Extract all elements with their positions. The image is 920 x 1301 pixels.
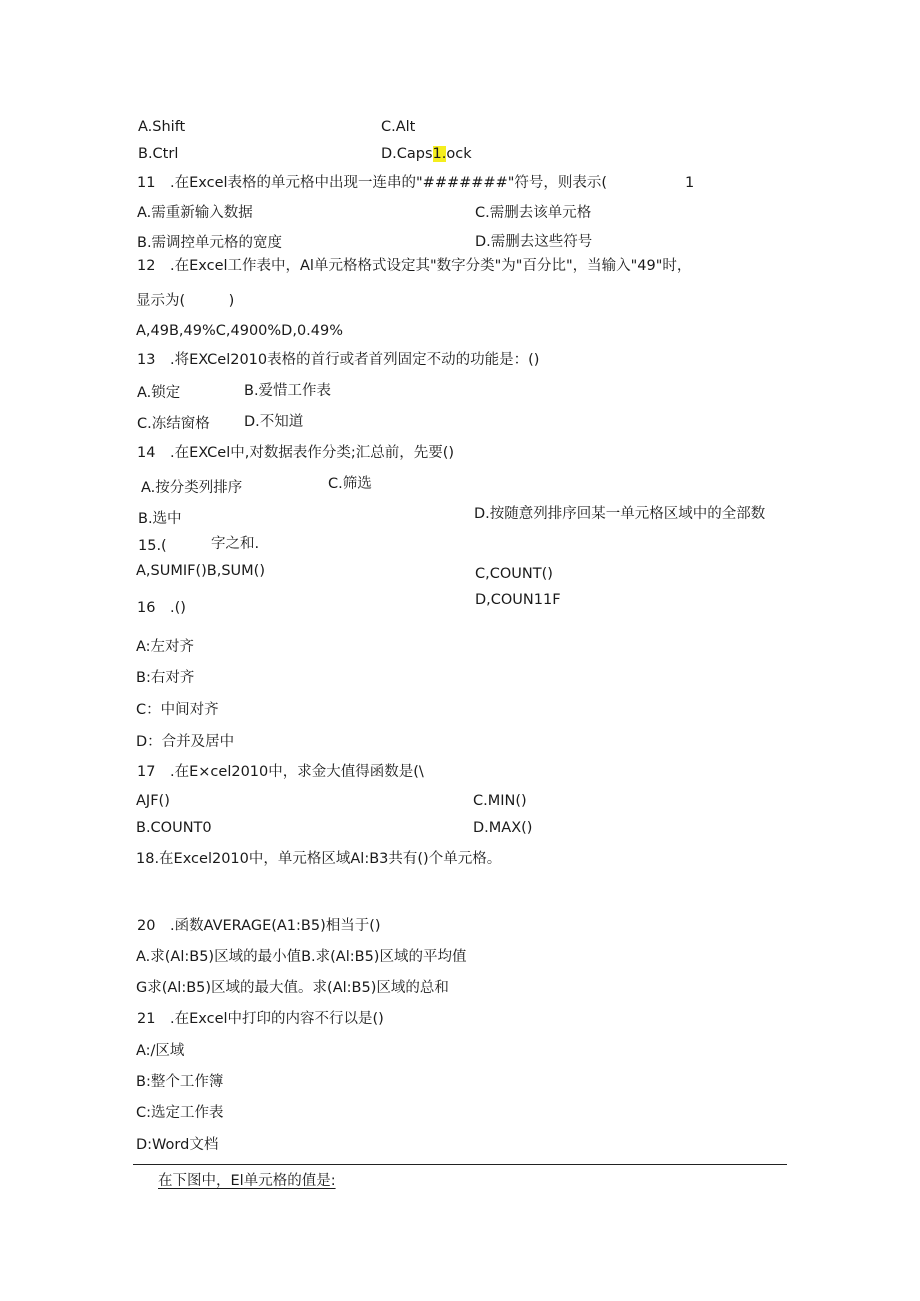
q20-number: 20 bbox=[137, 918, 156, 934]
q17-option-a: AJF() bbox=[136, 793, 170, 809]
q17-option-c: C.MIN() bbox=[473, 793, 527, 809]
q11-close: 1 bbox=[685, 175, 695, 191]
q13-option-b: B.爱惜工作表 bbox=[244, 383, 332, 399]
q14-option-c: C.筛选 bbox=[328, 476, 372, 492]
q17-text: .在E×cel2010中，求金大值得函数是(\ bbox=[170, 764, 424, 780]
q14-option-a: A.按分类列排序 bbox=[141, 480, 243, 496]
q11-text: .在Excel表格的单元格中出现一连串的"#######"符号，则表示( bbox=[170, 175, 608, 191]
q15-option-d: D,COUN11F bbox=[475, 592, 561, 608]
q13-option-d: D.不知道 bbox=[244, 414, 304, 430]
q15-options-ab: A,SUMIF()B,SUM() bbox=[136, 563, 265, 579]
q11-option-a: A.需重新输入数据 bbox=[137, 205, 253, 221]
q14-option-d: D.按随意列排序回某一单元格区域中的全部数 bbox=[474, 506, 766, 522]
q13-text: .将EXCel2010表格的首行或者首列固定不动的功能是：() bbox=[170, 352, 540, 368]
q21-option-b: B:整个工作簿 bbox=[136, 1074, 224, 1090]
highlight-mark: 1. bbox=[432, 146, 447, 162]
q21-option-a: A:/区域 bbox=[136, 1043, 185, 1059]
q16-option-b: B:右对齐 bbox=[136, 670, 195, 686]
q10-option-c: C.Alt bbox=[381, 119, 416, 135]
q15-option-c: C,COUNT() bbox=[475, 566, 553, 582]
q12-options: A,49B,49%C,4900%D,0.49% bbox=[136, 323, 344, 339]
q11-option-b: B.需调控单元格的宽度 bbox=[137, 235, 283, 251]
q12-text: .在Excel工作表中，Al单元格格式设定其"数字分类"为"百分比"，当输入"49"时， bbox=[170, 258, 692, 274]
q13-option-a: A.锁定 bbox=[137, 385, 181, 401]
q15-text: 字之和. bbox=[211, 536, 260, 552]
q15-number: 15.( bbox=[138, 538, 167, 554]
horizontal-rule bbox=[133, 1164, 787, 1165]
q12-line2: 显示为( ) bbox=[136, 293, 235, 309]
q10-option-b: B.Ctrl bbox=[138, 146, 179, 162]
q10-option-a: A.Shift bbox=[138, 119, 186, 135]
q17-option-b: B.COUNT0 bbox=[136, 820, 212, 836]
q21-option-d: D:Word文档 bbox=[136, 1137, 219, 1153]
q21-number: 21 bbox=[137, 1011, 156, 1027]
q21-option-c: C:选定工作表 bbox=[136, 1105, 224, 1121]
q11-number: 11 bbox=[137, 175, 156, 191]
q10-option-d-prefix: D.Caps bbox=[381, 146, 433, 162]
q11-option-c: C.需删去该单元格 bbox=[475, 205, 592, 221]
q14-option-b: B.选中 bbox=[138, 511, 182, 527]
q16-text: .() bbox=[170, 600, 186, 616]
q20-options-cd: G求(Al:B5)区域的最大值。求(Al:B5)区域的总和 bbox=[136, 980, 449, 996]
q14-text: .在EXCel中,对数据表作分类;汇总前，先要() bbox=[170, 445, 455, 461]
q16-number: 16 bbox=[137, 600, 156, 616]
q16-option-d: D：合并及居中 bbox=[136, 734, 235, 750]
q16-option-a: A:左对齐 bbox=[136, 639, 195, 655]
q18-text: 18.在Excel2010中，单元格区域Al:B3共有()个单元格。 bbox=[136, 851, 502, 867]
q21-text: .在Excel中打印的内容不行以是() bbox=[170, 1011, 384, 1027]
q10-option-d bbox=[381, 145, 472, 163]
q13-number: 13 bbox=[137, 352, 156, 368]
q11-option-d: D.需删去这些符号 bbox=[475, 234, 593, 250]
q14-number: 14 bbox=[137, 445, 156, 461]
q13-option-c: C.冻结窗格 bbox=[137, 416, 210, 432]
q20-options-ab: A.求(Al:B5)区域的最小值B.求(Al:B5)区域的平均值 bbox=[136, 949, 467, 965]
q10-option-d-suffix: ock bbox=[446, 146, 472, 162]
q20-text: .函数AVERAGE(A1:B5)相当于() bbox=[170, 918, 381, 934]
q12-number: 12 bbox=[137, 258, 156, 274]
footer-question-text: 在下图中，El单元格的值是: bbox=[158, 1173, 336, 1189]
q16-option-c: C：中间对齐 bbox=[136, 702, 219, 718]
q17-number: 17 bbox=[137, 764, 156, 780]
q17-option-d: D.MAX() bbox=[473, 820, 533, 836]
